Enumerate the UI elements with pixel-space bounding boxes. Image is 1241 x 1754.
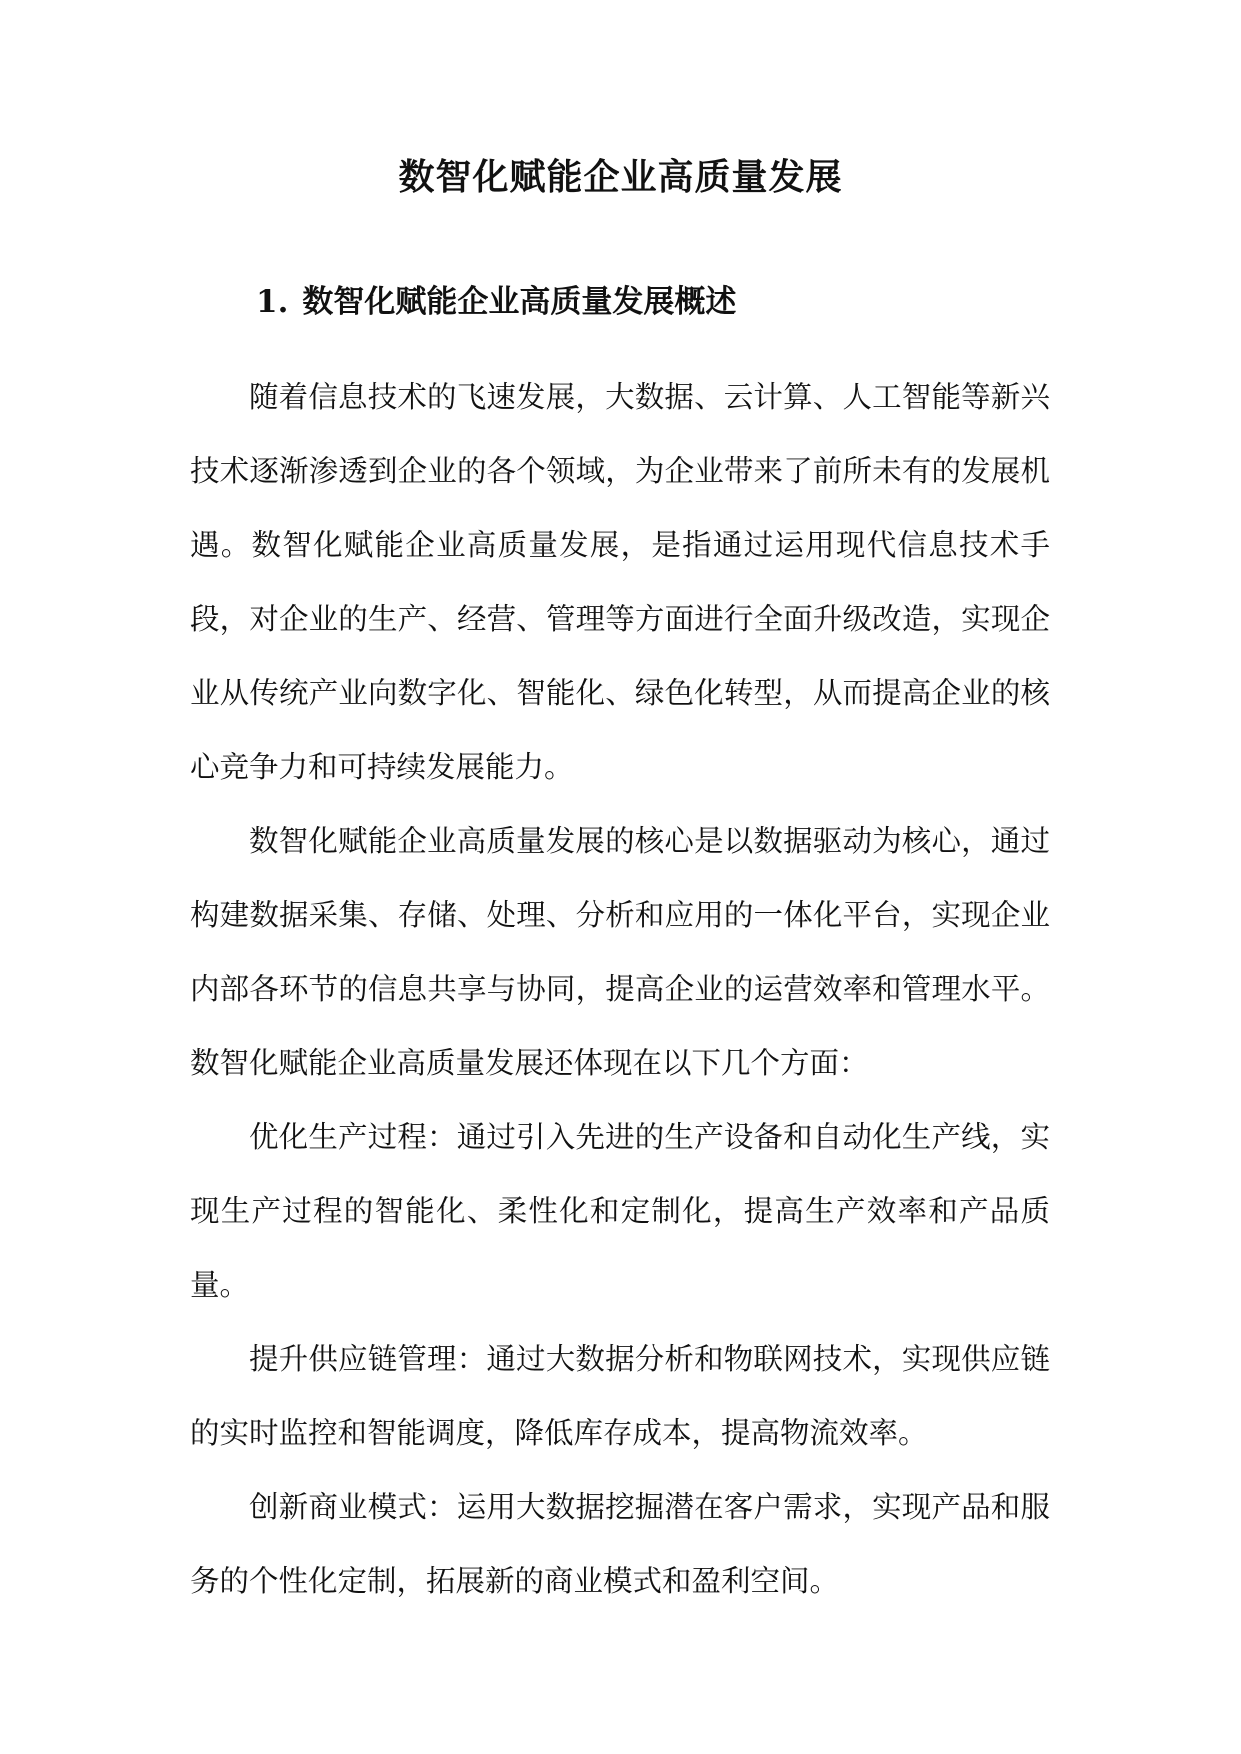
paragraph-supply-chain: 提升供应链管理：通过大数据分析和物联网技术，实现供应链的实时监控和智能调度，降低库存成本，提高物流效率。 (190, 1342, 1050, 1450)
document-body (190, 360, 1050, 1618)
section-title: 数智化赋能企业高质量发展概述 (302, 284, 737, 320)
paragraph-intro: 随着信息技术的飞速发展，大数据、云计算、人工智能等新兴技术逐渐渗透到企业的各个领域，为企业带来了前所未有的发展机遇。数智化赋能企业高质量发展，是指通过运用现代信息技术手段，对企业的生产、经营、管理等方面进行全面升级改造，实现企业从传统产业向数字化、智能化、绿色化转型，从而提高企业的核心竞争力和可持续发展能力。 (190, 380, 1050, 784)
paragraph-business-model: 创新商业模式：运用大数据挖掘潜在客户需求，实现产品和服务的个性化定制，拓展新的商业模式和盈利空间。 (190, 1490, 1050, 1598)
paragraph-production: 优化生产过程：通过引入先进的生产设备和自动化生产线，实现生产过程的智能化、柔性化和定制化，提高生产效率和产品质量。 (190, 1120, 1050, 1302)
document-title: 数智化赋能企业高质量发展 (398, 156, 843, 198)
paragraph-core: 数智化赋能企业高质量发展的核心是以数据驱动为核心，通过构建数据采集、存储、处理、分析和应用的一体化平台，实现企业内部各环节的信息共享与协同，提高企业的运营效率和管理水平。数智化赋能企业高质量发展还体现在以下几个方面： (190, 824, 1050, 1080)
section-heading (256, 278, 736, 326)
section-number: 1. (256, 284, 289, 320)
